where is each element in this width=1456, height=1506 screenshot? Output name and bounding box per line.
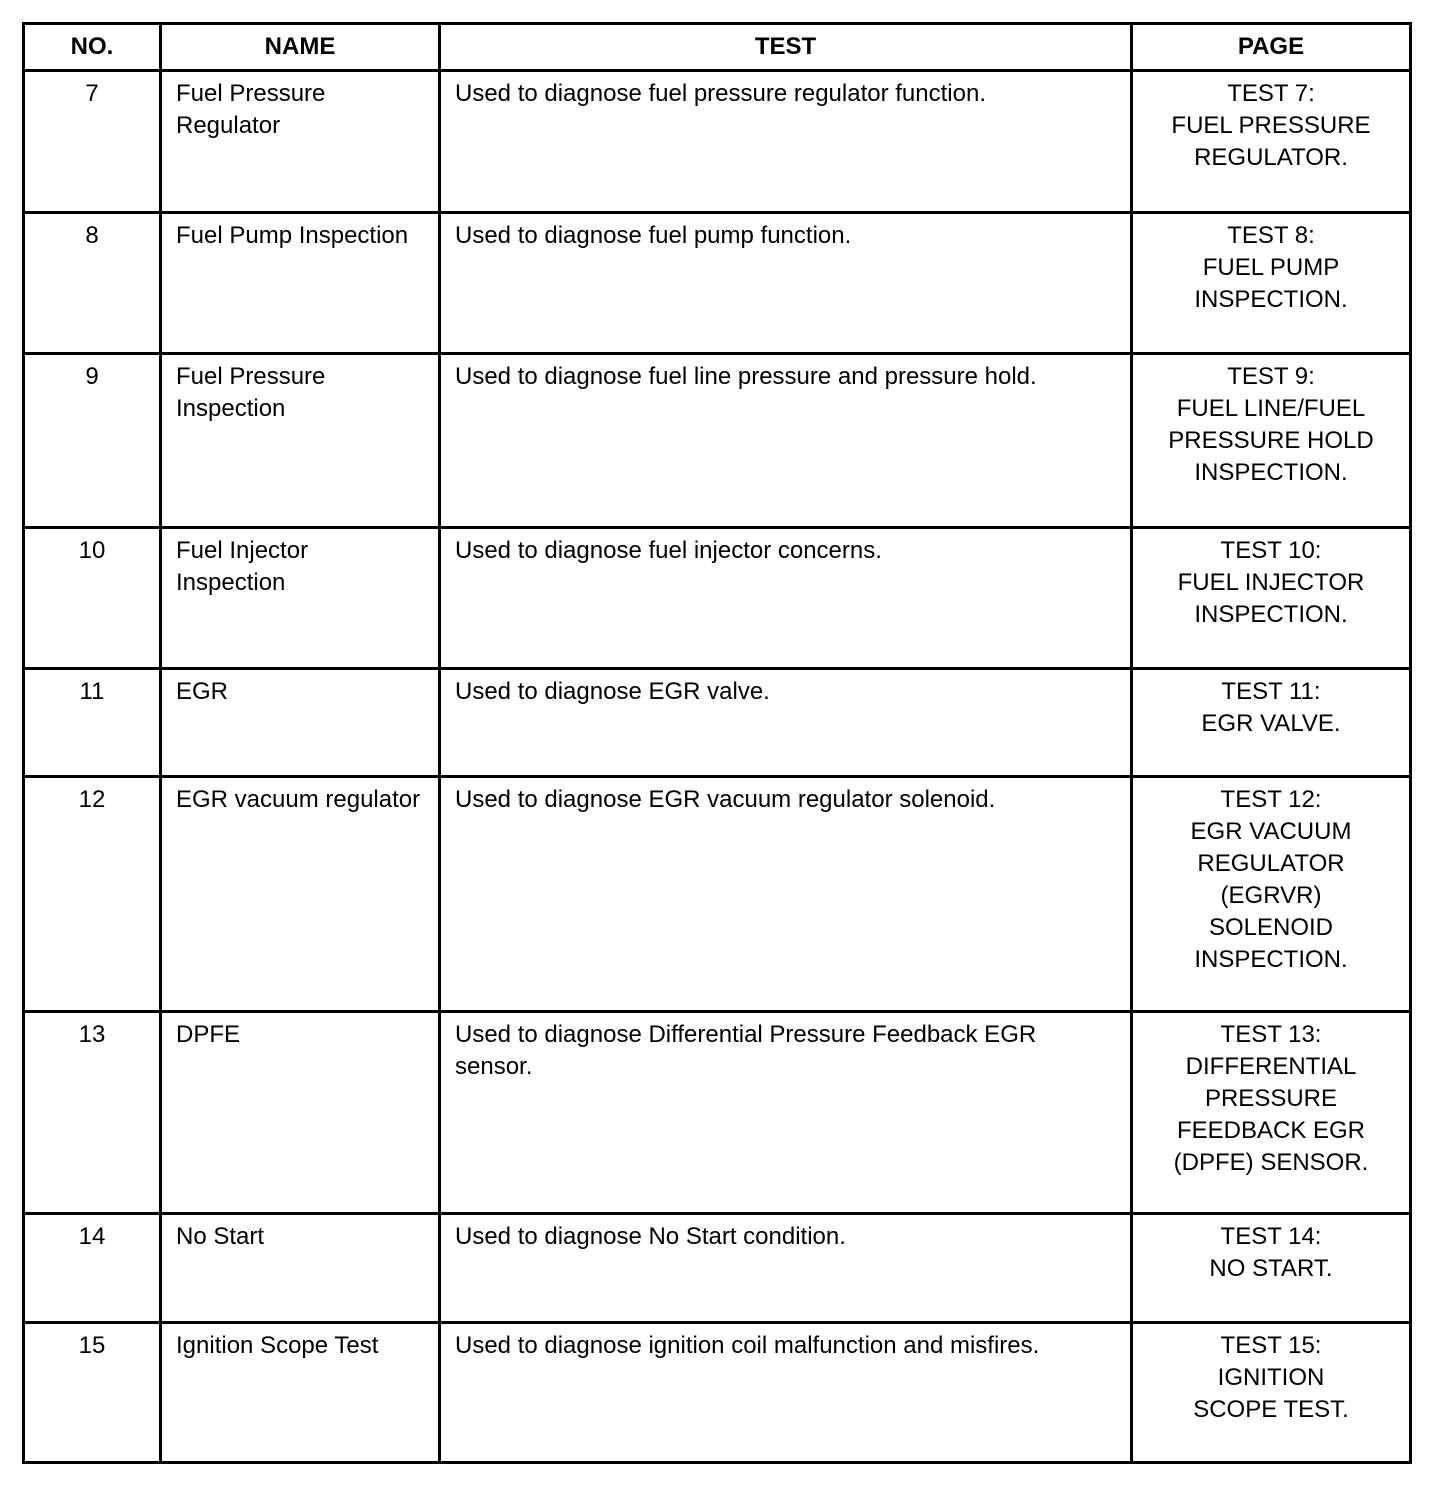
page-reference-line: EGR VALVE. [1201, 710, 1341, 737]
page-reference [1132, 71, 1411, 213]
test-description: Used to diagnose ignition coil malfunction and misfires. [440, 1323, 1132, 1463]
page-reference-line: SCOPE TEST. [1193, 1396, 1349, 1423]
page-reference-line: FUEL LINE/FUEL [1176, 395, 1366, 422]
page-reference [1132, 1012, 1411, 1214]
page-reference [1132, 777, 1411, 1012]
page-reference-line: FUEL INJECTOR [1177, 569, 1365, 596]
page-reference-line: IGNITION [1217, 1364, 1325, 1391]
page-reference-line: SOLENOID [1208, 914, 1334, 941]
row-number: 15 [24, 1323, 161, 1463]
page-reference-line: TEST 7: [1227, 80, 1315, 107]
table-row [24, 669, 1411, 777]
page-reference-line: INSPECTION. [1194, 601, 1348, 628]
page-reference [1132, 213, 1411, 354]
table-row [24, 1214, 1411, 1323]
header-test: TEST [440, 24, 1132, 71]
page-reference-line: (DPFE) SENSOR. [1173, 1149, 1369, 1176]
page-reference-line: TEST 15: [1220, 1332, 1322, 1359]
row-number: 8 [24, 213, 161, 354]
table-row [24, 528, 1411, 669]
header-page: PAGE [1132, 24, 1411, 71]
diagnostic-tests-table [22, 22, 1412, 1464]
test-name: DPFE [161, 1012, 440, 1214]
row-number: 12 [24, 777, 161, 1012]
page-reference-line: (EGRVR) [1220, 882, 1322, 909]
page-reference-line: TEST 8: [1227, 222, 1315, 249]
test-description: Used to diagnose fuel line pressure and pressure hold. [440, 354, 1132, 528]
page-reference-line: INSPECTION. [1194, 286, 1348, 313]
page-reference-line: PRESSURE HOLD [1168, 427, 1374, 454]
table-row [24, 777, 1411, 1012]
test-description: Used to diagnose fuel pump function. [440, 213, 1132, 354]
page-reference-line: DIFFERENTIAL [1185, 1053, 1357, 1080]
page-reference [1132, 1323, 1411, 1463]
page-reference-line: TEST 10: [1220, 537, 1322, 564]
table-row [24, 71, 1411, 213]
page-reference-line: FEEDBACK EGR [1176, 1117, 1366, 1144]
page-reference-line: TEST 14: [1220, 1223, 1322, 1250]
table-row [24, 213, 1411, 354]
page-reference-line: FUEL PUMP [1202, 254, 1340, 281]
page-reference-line: NO START. [1209, 1255, 1333, 1282]
row-number: 10 [24, 528, 161, 669]
test-description: Used to diagnose fuel pressure regulator function. [440, 71, 1132, 213]
page-reference [1132, 354, 1411, 528]
table-row [24, 1012, 1411, 1214]
test-name: Fuel Injector Inspection [161, 528, 440, 669]
row-number: 7 [24, 71, 161, 213]
test-name: Ignition Scope Test [161, 1323, 440, 1463]
header-name: NAME [161, 24, 440, 71]
test-description: Used to diagnose fuel injector concerns. [440, 528, 1132, 669]
row-number: 14 [24, 1214, 161, 1323]
test-description: Used to diagnose No Start condition. [440, 1214, 1132, 1323]
test-name: Fuel Pressure Regulator [161, 71, 440, 213]
test-description: Used to diagnose EGR vacuum regulator solenoid. [440, 777, 1132, 1012]
page-reference-line: TEST 13: [1220, 1021, 1322, 1048]
page-reference-line: EGR VACUUM [1190, 818, 1352, 845]
test-description: Used to diagnose Differential Pressure Feedback EGR sensor. [440, 1012, 1132, 1214]
page-reference-line: FUEL PRESSURE [1171, 112, 1371, 139]
table-row [24, 1323, 1411, 1463]
page-reference-line: REGULATOR. [1194, 144, 1348, 171]
page-reference-line: TEST 11: [1221, 678, 1321, 705]
test-name: EGR [161, 669, 440, 777]
page-reference-line: REGULATOR [1197, 850, 1345, 877]
header-row [24, 24, 1411, 71]
test-name: EGR vacuum regulator [161, 777, 440, 1012]
test-description: Used to diagnose EGR valve. [440, 669, 1132, 777]
row-number: 9 [24, 354, 161, 528]
page-reference [1132, 528, 1411, 669]
page-reference-line: TEST 12: [1220, 786, 1322, 813]
page-reference [1132, 669, 1411, 777]
page-reference-line: INSPECTION. [1194, 946, 1348, 973]
page-reference-line: PRESSURE [1204, 1085, 1338, 1112]
test-name: No Start [161, 1214, 440, 1323]
test-name: Fuel Pressure Inspection [161, 354, 440, 528]
page-reference-line: TEST 9: [1227, 363, 1315, 390]
row-number: 13 [24, 1012, 161, 1214]
page-reference-line: INSPECTION. [1194, 459, 1348, 486]
test-name: Fuel Pump Inspection [161, 213, 440, 354]
header-no: NO. [24, 24, 161, 71]
page-reference [1132, 1214, 1411, 1323]
row-number: 11 [24, 669, 161, 777]
table-row [24, 354, 1411, 528]
